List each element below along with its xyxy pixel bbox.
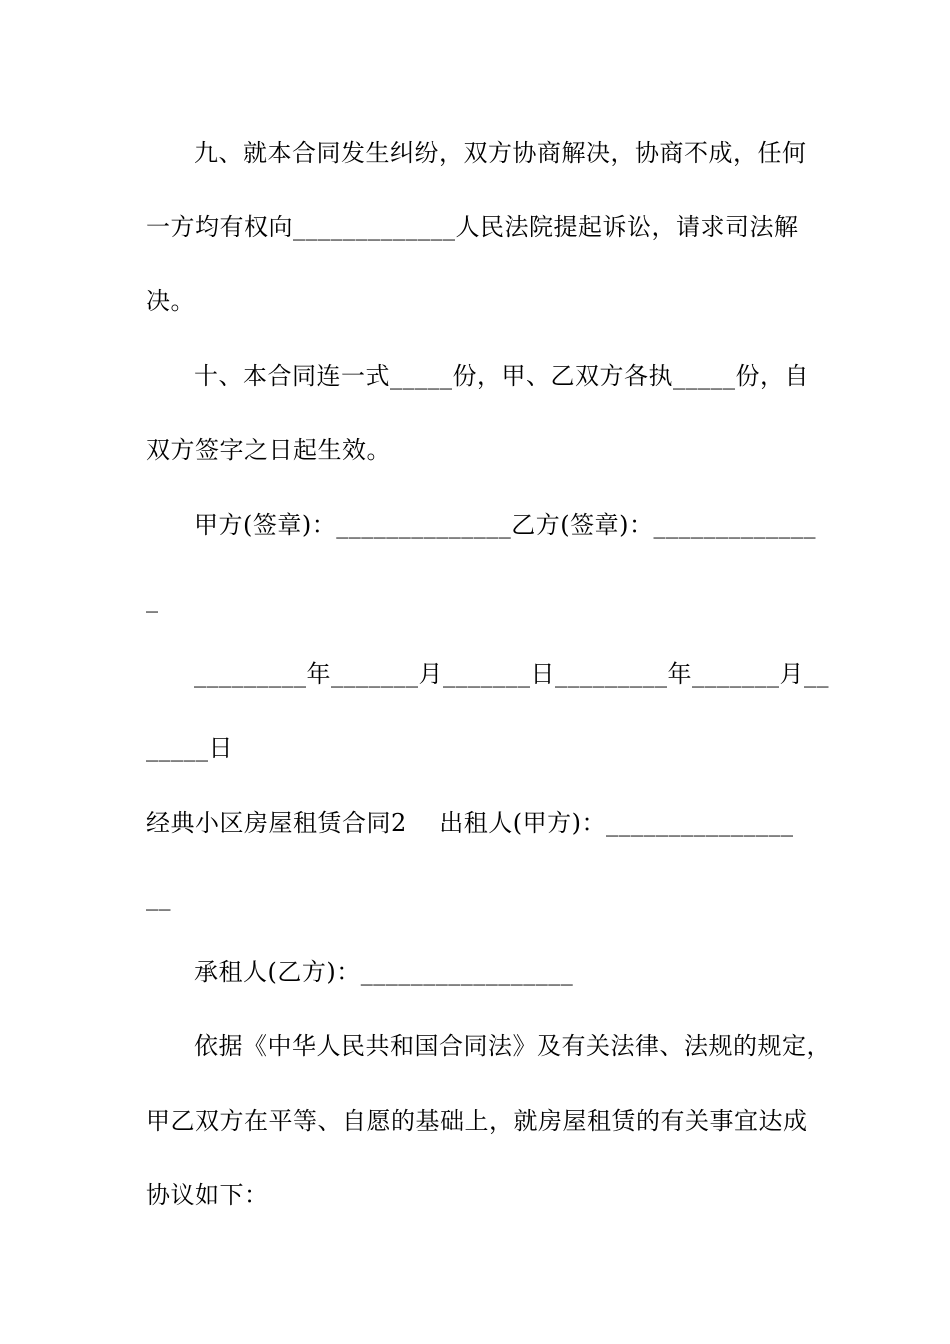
lessor-line-continued: __ <box>146 883 171 911</box>
preamble-line-3: 协议如下： <box>146 1181 269 1209</box>
lessee-line: 承租人(乙方)：_________________ <box>194 958 574 986</box>
signature-line-continued: _ <box>146 585 159 613</box>
clause-9-line-3: 决。 <box>146 287 195 315</box>
clause-9-line-1: 九、就本合同发生纠纷，双方协商解决，协商不成，任何 <box>194 139 807 167</box>
clause-10-line-1: 十、本合同连一式_____份，甲、乙双方各执_____份，自 <box>194 362 809 390</box>
signature-line: 甲方(签章)：______________乙方(签章)：_____________ <box>194 511 816 539</box>
date-line: _________年_______月_______日_________年_______月__ <box>194 660 829 688</box>
date-line-continued: _____日 <box>146 734 233 762</box>
preamble-line-2: 甲乙双方在平等、自愿的基础上，就房屋租赁的有关事宜达成 <box>146 1107 808 1135</box>
clause-10-line-2: 双方签字之日起生效。 <box>146 436 391 464</box>
clause-9-line-2: 一方均有权向_____________人民法院提起诉讼，请求司法解 <box>146 213 799 241</box>
contract-2-title-lessor: 经典小区房屋租赁合同2 出租人(甲方)：_______________ <box>146 809 794 837</box>
preamble-line-1: 依据《中华人民共和国合同法》及有关法律、法规的规定， <box>194 1032 831 1060</box>
